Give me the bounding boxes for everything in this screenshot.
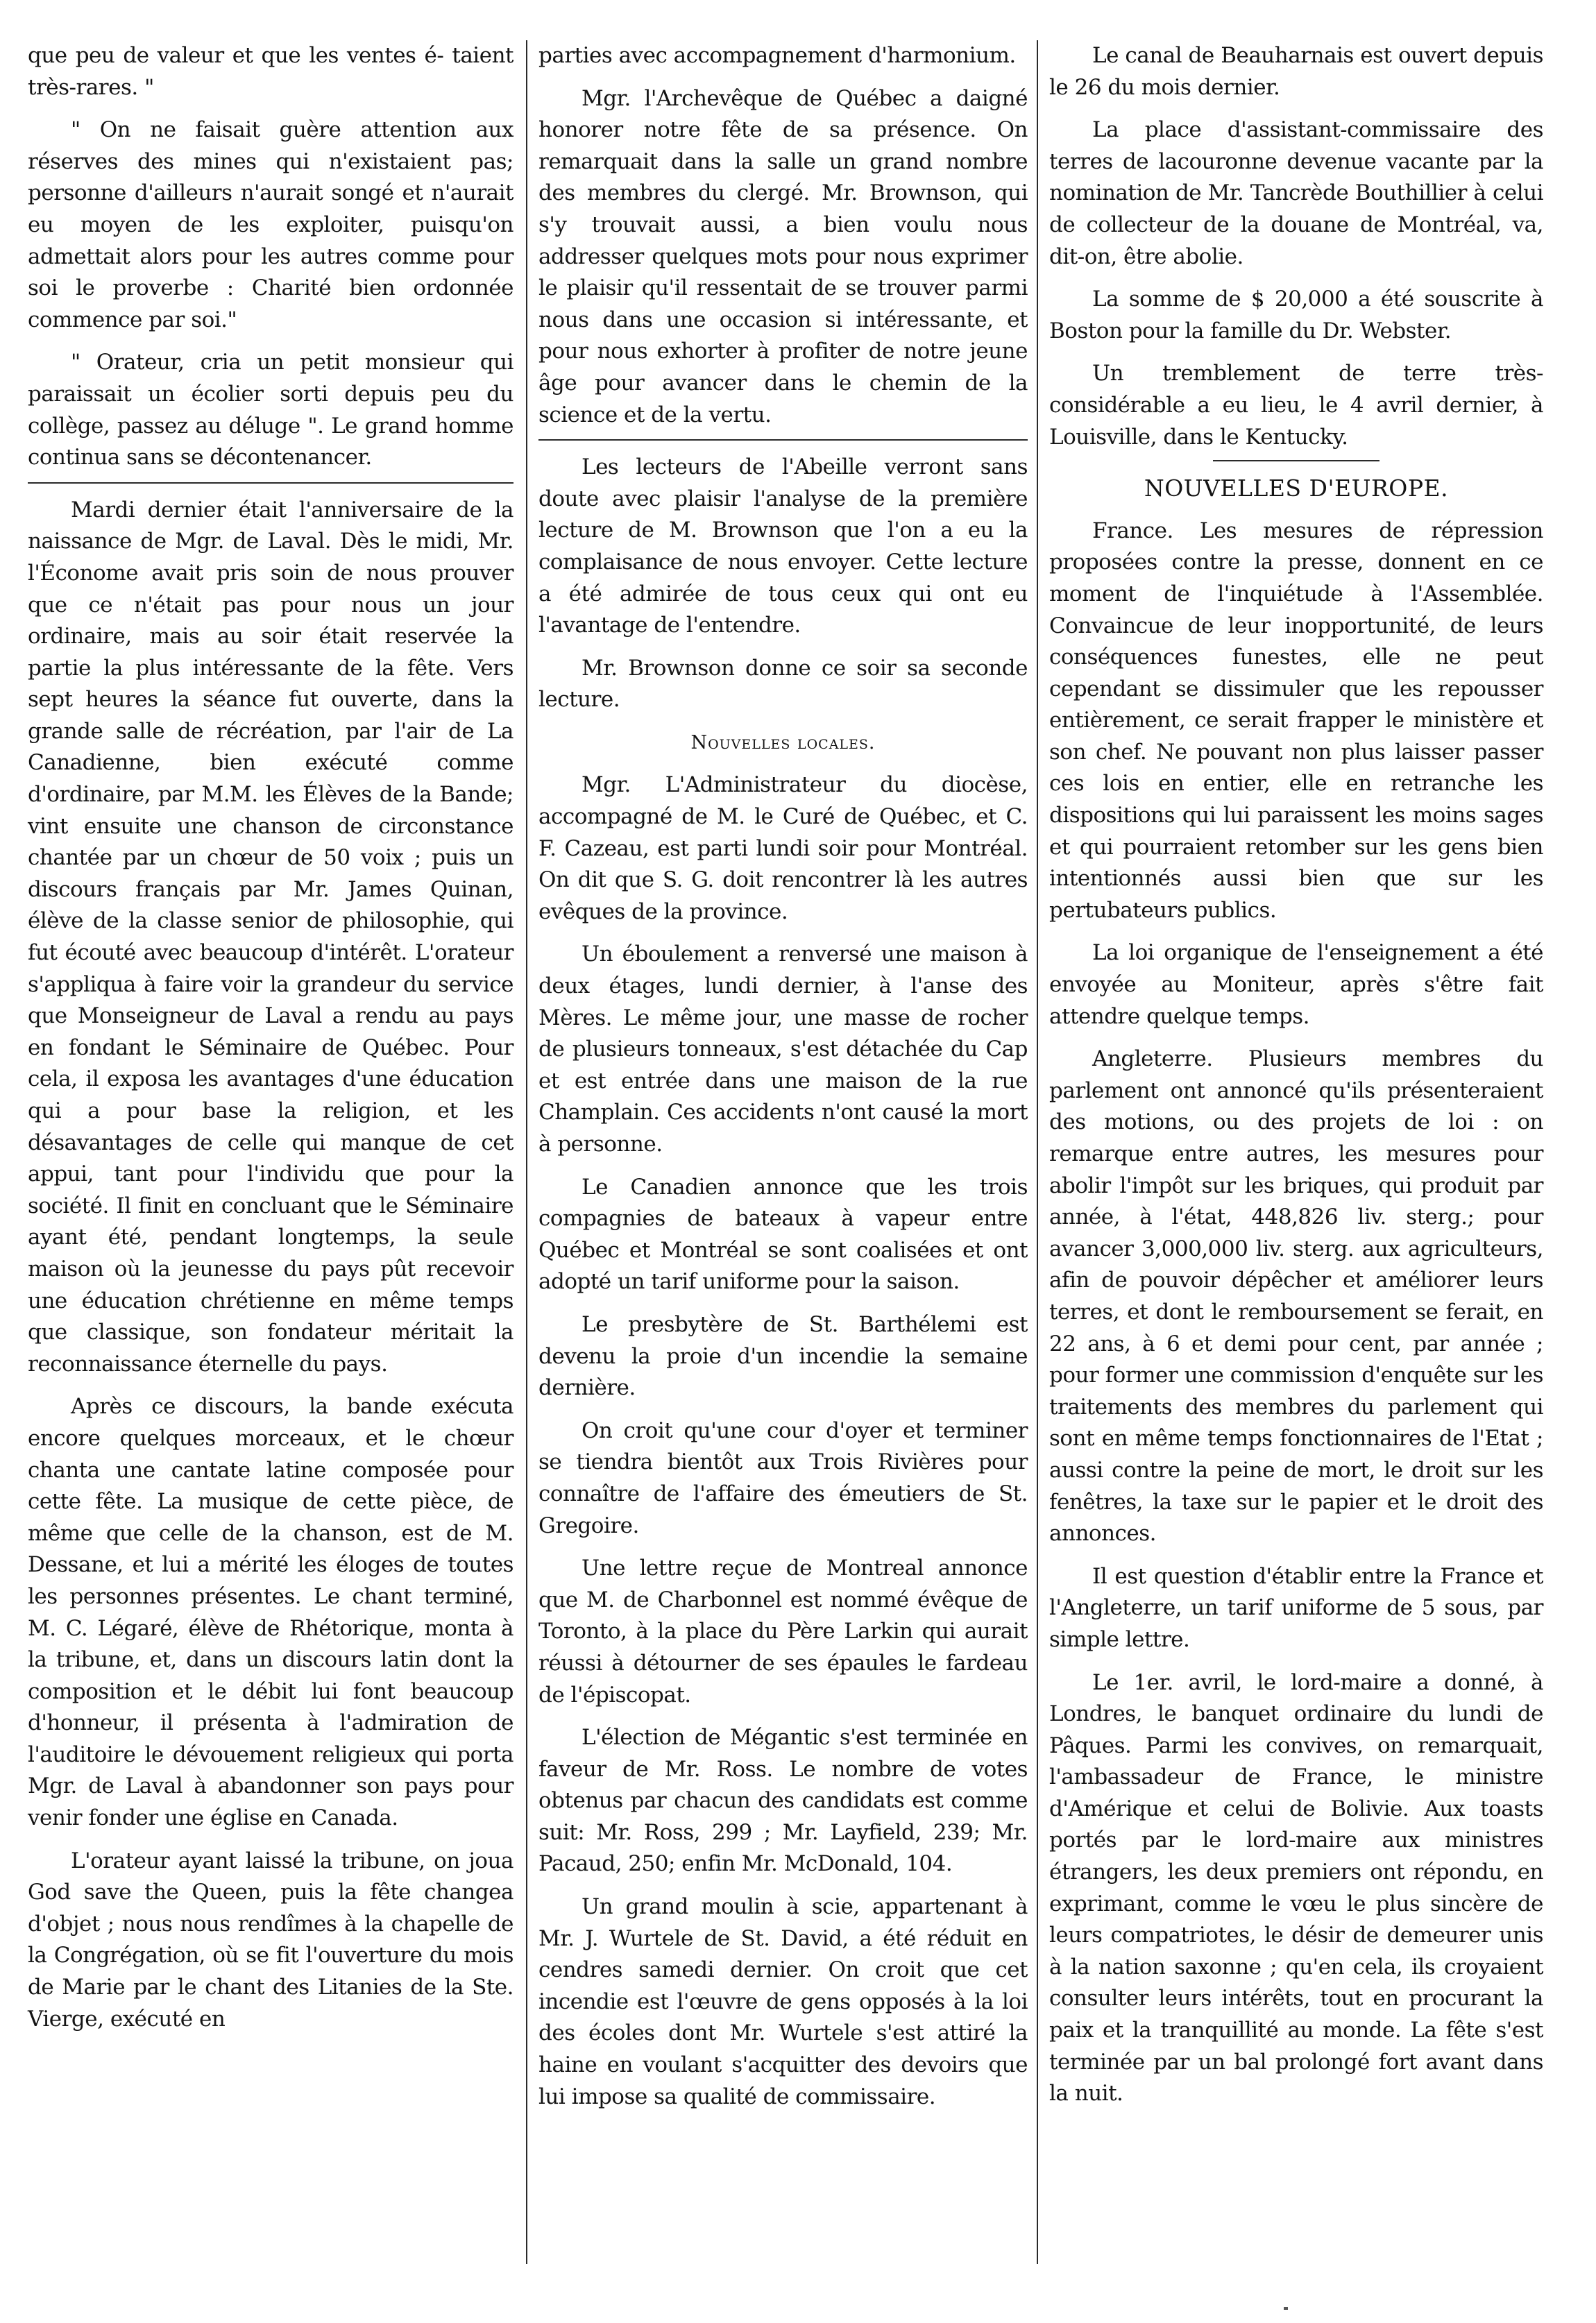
article-paragraph: L'orateur ayant laissé la tribune, on joua God save the Queen, puis la fête changea d'objet ; nous nous rendîmes à la chapelle de la Congrégation, où se fit l'ouverture du mois de Marie par le chant des Litanies de la Ste. Vierge, exécuté en (28, 1848, 513, 2032)
article-paragraph: Mardi dernier était l'anniversaire de la naissance de Mgr. de Laval. Dès le midi, Mr. l'Économe avait pris soin de nous prouver que ce n'était pas pour nous un jour ordinaire, mais au soir était reservée la partie la plus intéressante de la fête. Vers sept heures la séance fut ouverte, dans la grande salle de récréation, par l'air de La Canadienne, bien exécuté comme d'ordinaire, par M.M. les Élèves de la Bande; vint ensuite une chanson de circonstance chantée par un chœur de 50 voix ; puis un discours français par Mr. James Quinan, élève de la classe senior de philosophie, qui fut écouté avec beaucoup d'intérêt. L'orateur s'appliqua à faire voir la grandeur du service que Monseigneur de Laval a rendu au pays en fondant le Séminaire de Québec. Pour cela, il exposa les avantages d'une éducation qui a pour base la religion, et les désavantages de celle qui manque de cet appui, tant pour l'individu que pour la société. Il finit en concluant que le Séminaire ayant été, pendant longtemps, la seule maison où la jeunesse du pays pût recevoir une éducation chrétienne en même temps que classique, son fondateur méritait la reconnaissance éternelle du pays. (28, 497, 513, 1377)
column-1 (28, 40, 513, 2035)
article-paragraph: Mgr. l'Archevêque de Québec a daigné honorer notre fête de sa présence. On remarquait dans la salle un grand nombre des membres du clergé. Mr. Brownson, qui s'y trouvait aussi, a bien voulu nous addresser quelques mots pour nous exprimer le plaisir qu'il ressentait de se trouver parmi nous dans une occasion si intéressante, et pour nous exhorter à profiter de notre jeune âge pour avancer dans le chemin de la science et de la vertu. (538, 85, 1028, 427)
article-paragraph: Un grand moulin à scie, appartenant à Mr. J. Wurtele de St. David, a été réduit en cendres samedi dernier. On croit que cet incendie est l'œuvre de gens opposés à la loi des écoles dont Mr. Wurtele s'est attiré la haine en voulant s'acquitter des devoirs que lui impose sa qualité de commissaire. (538, 1894, 1028, 2109)
article-paragraph: Les lecteurs de l'Abeille verront sans doute avec plaisir l'analyse de la première lecture de M. Brownson que l'on a eu la complaisance de nous envoyer. Cette lecture a été admirée de tous ceux qui ont eu l'avantage de l'entendre. (538, 454, 1028, 638)
article-paragraph: Mgr. L'Administrateur du diocèse, accompagné de M. le Curé de Québec, et C. F. Cazeau, est parti lundi soir pour Montréal. On dit que S. G. doit rencontrer là les autres evêques de la province. (538, 772, 1028, 924)
section-rule-short (1213, 460, 1379, 461)
article-paragraph: Une lettre reçue de Montreal annonce que M. de Charbonnel est nommé évêque de Toronto, à la place du Père Larkin qui aurait réussi à détourner de ses épaules le fardeau de l'épiscopat. (538, 1556, 1028, 1708)
article-paragraph: France. Les mesures de répression proposées contre la presse, donnent en ce moment de l'inquiétude à l'Assemblée. Convaincue de leur inopportunité, de leurs conséquences funestes, elle ne peut cependant se dissimuler que les repousser entièrement, ce serait frapper le ministère et son chef. Ne pouvant non plus laisser passer ces lois en entier, elle en retranche les dispositions qui lui paraissent les moins sages et qui pourraient retomber sur les gens bien intentionnés aussi bien que sur les pertubateurs publics. (1049, 518, 1543, 923)
article-paragraph: Après ce discours, la bande exécuta encore quelques morceaux, et le chœur chanta une cantate latine composée pour cette fête. La musique de cette pièce, de même que celle de la chanson, est de M. Dessane, et lui a mérité les éloges de toutes les personnes présentes. Le chant terminé, M. C. Légaré, élève de Rhétorique, monta à la tribune, et, dans un discours latin dont la composition et le débit lui font beaucoup d'honneur, il présenta à l'admiration de l'auditoire le dévouement religieux qui porta Mgr. de Laval à abandonner son pays pour venir fonder une église en Canada. (28, 1394, 513, 1831)
section-heading: Nouvelles locales. (690, 731, 876, 754)
section-rule (538, 439, 1028, 441)
article-paragraph: Le canal de Beauharnais est ouvert depuis le 26 du mois dernier. (1049, 43, 1543, 100)
column-divider-2 (1037, 40, 1038, 2264)
article-paragraph: Mr. Brownson donne ce soir sa seconde lecture. (538, 655, 1028, 713)
article-paragraph: parties avec accompagnement d'harmonium. (538, 43, 1016, 68)
column-2 (538, 40, 1028, 2113)
article-paragraph: La somme de $ 20,000 a été souscrite à Boston pour la famille du Dr. Webster. (1049, 287, 1543, 343)
article-paragraph: Il est question d'établir entre la France et l'Angleterre, un tarif uniforme de 5 sous, par simple lettre. (1049, 1563, 1543, 1652)
article-paragraph: La place d'assistant-commissaire des terres de lacouronne devenue vacante par la nomination de Mr. Tancrède Bouthillier à celui de collecteur de la douane de Montréal, va, dit-on, être abolie. (1049, 117, 1543, 269)
article-paragraph: que peu de valeur et que les ventes é- taient très-rares. " (28, 43, 513, 100)
article-paragraph: L'élection de Mégantic s'est terminée en faveur de Mr. Ross. Le nombre de votes obtenus par chacun des candidats est comme suit: Mr. Ross, 299 ; Mr. Layfield, 239; Mr. Pacaud, 250; enfin Mr. McDonald, 104. (538, 1725, 1028, 1877)
article-paragraph: " Orateur, cria un petit monsieur qui paraissait un écolier sorti depuis peu du collège, passez au déluge ". Le grand homme continua sans se décontenancer. (28, 350, 513, 470)
article-paragraph: La loi organique de l'enseignement a été envoyée au Moniteur, après s'être fait attendre quelque temps. (1049, 940, 1543, 1029)
print-mark (1284, 2307, 1288, 2310)
section-rule (28, 482, 513, 484)
article-paragraph: On croit qu'une cour d'oyer et terminer se tiendra bientôt aux Trois Rivières pour connaître de l'affaire des émeutiers de St. Gregoire. (538, 1418, 1028, 1538)
article-paragraph: Le 1er. avril, le lord-maire a donné, à Londres, le banquet ordinaire du lundi de Pâques. Parmi les convives, on remarquait, l'ambassadeur de France, le ministre d'Amérique et celui de Bolivie. Aux toasts portés par le lord-maire aux ministres étrangers, les deux premiers ont répondu, en exprimant, comme le vœu le plus sincère de leurs compatriotes, le désir de demeurer unis à la nation saxonne ; qu'en cela, ils croyaient consulter leurs intérêts, tout en procurant la paix et la tranquillité au monde. La fête s'est terminée par un bal prolongé fort avant dans la nuit. (1049, 1669, 1543, 2107)
article-paragraph: Angleterre. Plusieurs membres du parlement ont annoncé qu'ils présenteraient des motions, ou des projets de loi : on remarque entre autres, les mesures pour abolir l'impôt sur les briques, qui produit par année, à l'état, 448,826 liv. sterg.; pour avancer 3,000,000 liv. sterg. aux agriculteurs, afin de pouvoir dépêcher et améliorer leurs terres, et dont le remboursement se ferait, en 22 ans, à 6 et demi pour cent, par année ; pour former une commission d'enquête sur les traitements des membres du parlement qui sont en même temps fonctionnaires de l'Etat ; aussi contre la peine de mort, le droit sur les fenêtres, la taxe sur le papier et le droit des annonces. (1049, 1046, 1543, 1547)
article-paragraph: Le presbytère de St. Barthélemi est devenu la proie d'un incendie la semaine dernière. (538, 1311, 1028, 1401)
article-paragraph: " On ne faisait guère attention aux réserves des mines qui n'existaient pas; personne d'ailleurs n'aurait songé et n'aurait eu moyen de les exploiter, puisqu'on admettait alors pour les autres comme pour soi le proverbe : Charité bien ordonnée commence par soi." (28, 117, 513, 332)
article-paragraph: Le Canadien annonce que les trois compagnies de bateaux à vapeur entre Québec et Montréal se sont coalisées et ont adopté un tarif uniforme pour la saison. (538, 1174, 1028, 1295)
article-paragraph: Un tremblement de terre très-considérable a eu lieu, le 4 avril dernier, à Louisville, dans le Kentucky. (1049, 361, 1543, 450)
article-paragraph: Un éboulement a renversé une maison à deux étages, lundi dernier, à l'anse des Mères. Le même jour, une masse de rocher de plusieurs tonneaux, s'est détachée du Cap et est entrée dans une maison de la rue Champlain. Ces accidents n'ont causé la mort à personne. (538, 942, 1028, 1157)
column-divider-1 (526, 40, 527, 2264)
section-heading: NOUVELLES D'EUROPE. (1144, 475, 1449, 502)
column-3 (1049, 40, 1543, 2110)
